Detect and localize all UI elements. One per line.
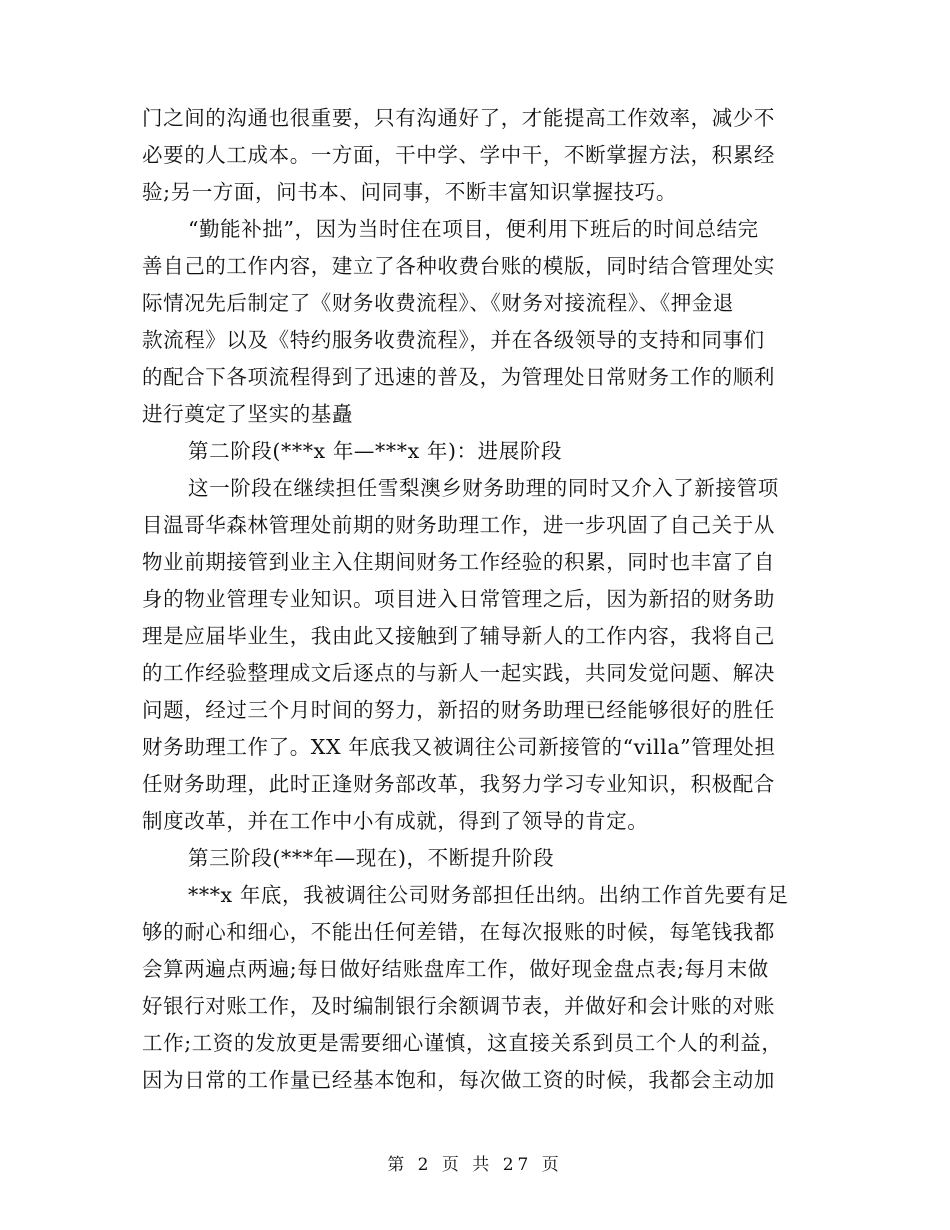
text-line: 验;另一方面，问书本、问同事，不断丰富知识掌握技巧。 <box>142 180 678 204</box>
page-number-footer: 第 2 页 共 27 页 <box>387 1155 563 1175</box>
text-line: 够的耐心和细心，不能出任何差错，在每次报账的时候，每笔钱我都 <box>142 920 775 944</box>
paragraph-start-line: “勤能补拙”，因为当时住在项目，便利用下班后的时间总结完 <box>188 217 759 241</box>
paragraph-start-line: ***x 年底，我被调往公司财务部担任出纳。出纳工作首先要有足 <box>188 883 789 907</box>
text-line: 进行奠定了坚实的基矗 <box>142 402 353 426</box>
text-line: 款流程》以及《特约服务收费流程》，并在各级领导的支持和同事们 <box>142 328 765 352</box>
text-line: 物业前期接管到业主入住期间财务工作经验的积累，同时也丰富了自 <box>142 550 775 574</box>
text-line: 门之间的沟通也很重要，只有沟通好了，才能提高工作效率，减少不 <box>142 106 775 130</box>
section-heading-stage-2: 第二阶段(***x 年—***x 年)：进展阶段 <box>188 439 563 463</box>
text-line: 制度改革，并在工作中小有成就，得到了领导的肯定。 <box>142 809 649 833</box>
paragraph-start-line: 这一阶段在继续担任雪梨澳乡财务助理的同时又介入了新接管项 <box>188 476 779 500</box>
text-line: 好银行对账工作，及时编制银行余额调节表，并做好和会计账的对账 <box>142 994 775 1018</box>
text-line: 必要的人工成本。一方面，干中学、学中干，不断掌握方法，积累经 <box>142 143 775 167</box>
text-line: 工作;工资的发放更是需要细心谨慎，这直接关系到员工个人的利益， <box>142 1031 783 1055</box>
text-line: 目温哥华森林管理处前期的财务助理工作，进一步巩固了自己关于从 <box>142 513 775 537</box>
section-heading-stage-3: 第三阶段(***年—现在)，不断提升阶段 <box>188 846 555 870</box>
text-line: 的配合下各项流程得到了迅速的普及，为管理处日常财务工作的顺利 <box>142 365 775 389</box>
text-line: 会算两遍点两遍;每日做好结账盘库工作，做好现金盘点表;每月末做 <box>142 957 769 981</box>
text-line: 的工作经验整理成文后逐点的与新人一起实践，共同发觉问题、解决 <box>142 661 775 685</box>
text-line: 任财务助理，此时正逢财务部改革，我努力学习专业知识，积极配合 <box>142 772 775 796</box>
text-line: 际情况先后制定了《财务收费流程》、《财务对接流程》、《押金退 <box>142 291 734 315</box>
text-line: 理是应届毕业生，我由此又接触到了辅导新人的工作内容，我将自己 <box>142 624 775 648</box>
text-line: 身的物业管理专业知识。项目进入日常管理之后，因为新招的财务助 <box>142 587 775 611</box>
text-line: 问题，经过三个月时间的努力，新招的财务助理已经能够很好的胜任 <box>142 698 775 722</box>
text-line: 善自己的工作内容，建立了各种收费台账的模版，同时结合管理处实 <box>142 254 775 278</box>
text-line: 因为日常的工作量已经基本饱和，每次做工资的时候，我都会主动加 <box>142 1068 775 1092</box>
text-line: 财务助理工作了。XX 年底我又被调往公司新接管的“villa”管理处担 <box>142 735 776 759</box>
